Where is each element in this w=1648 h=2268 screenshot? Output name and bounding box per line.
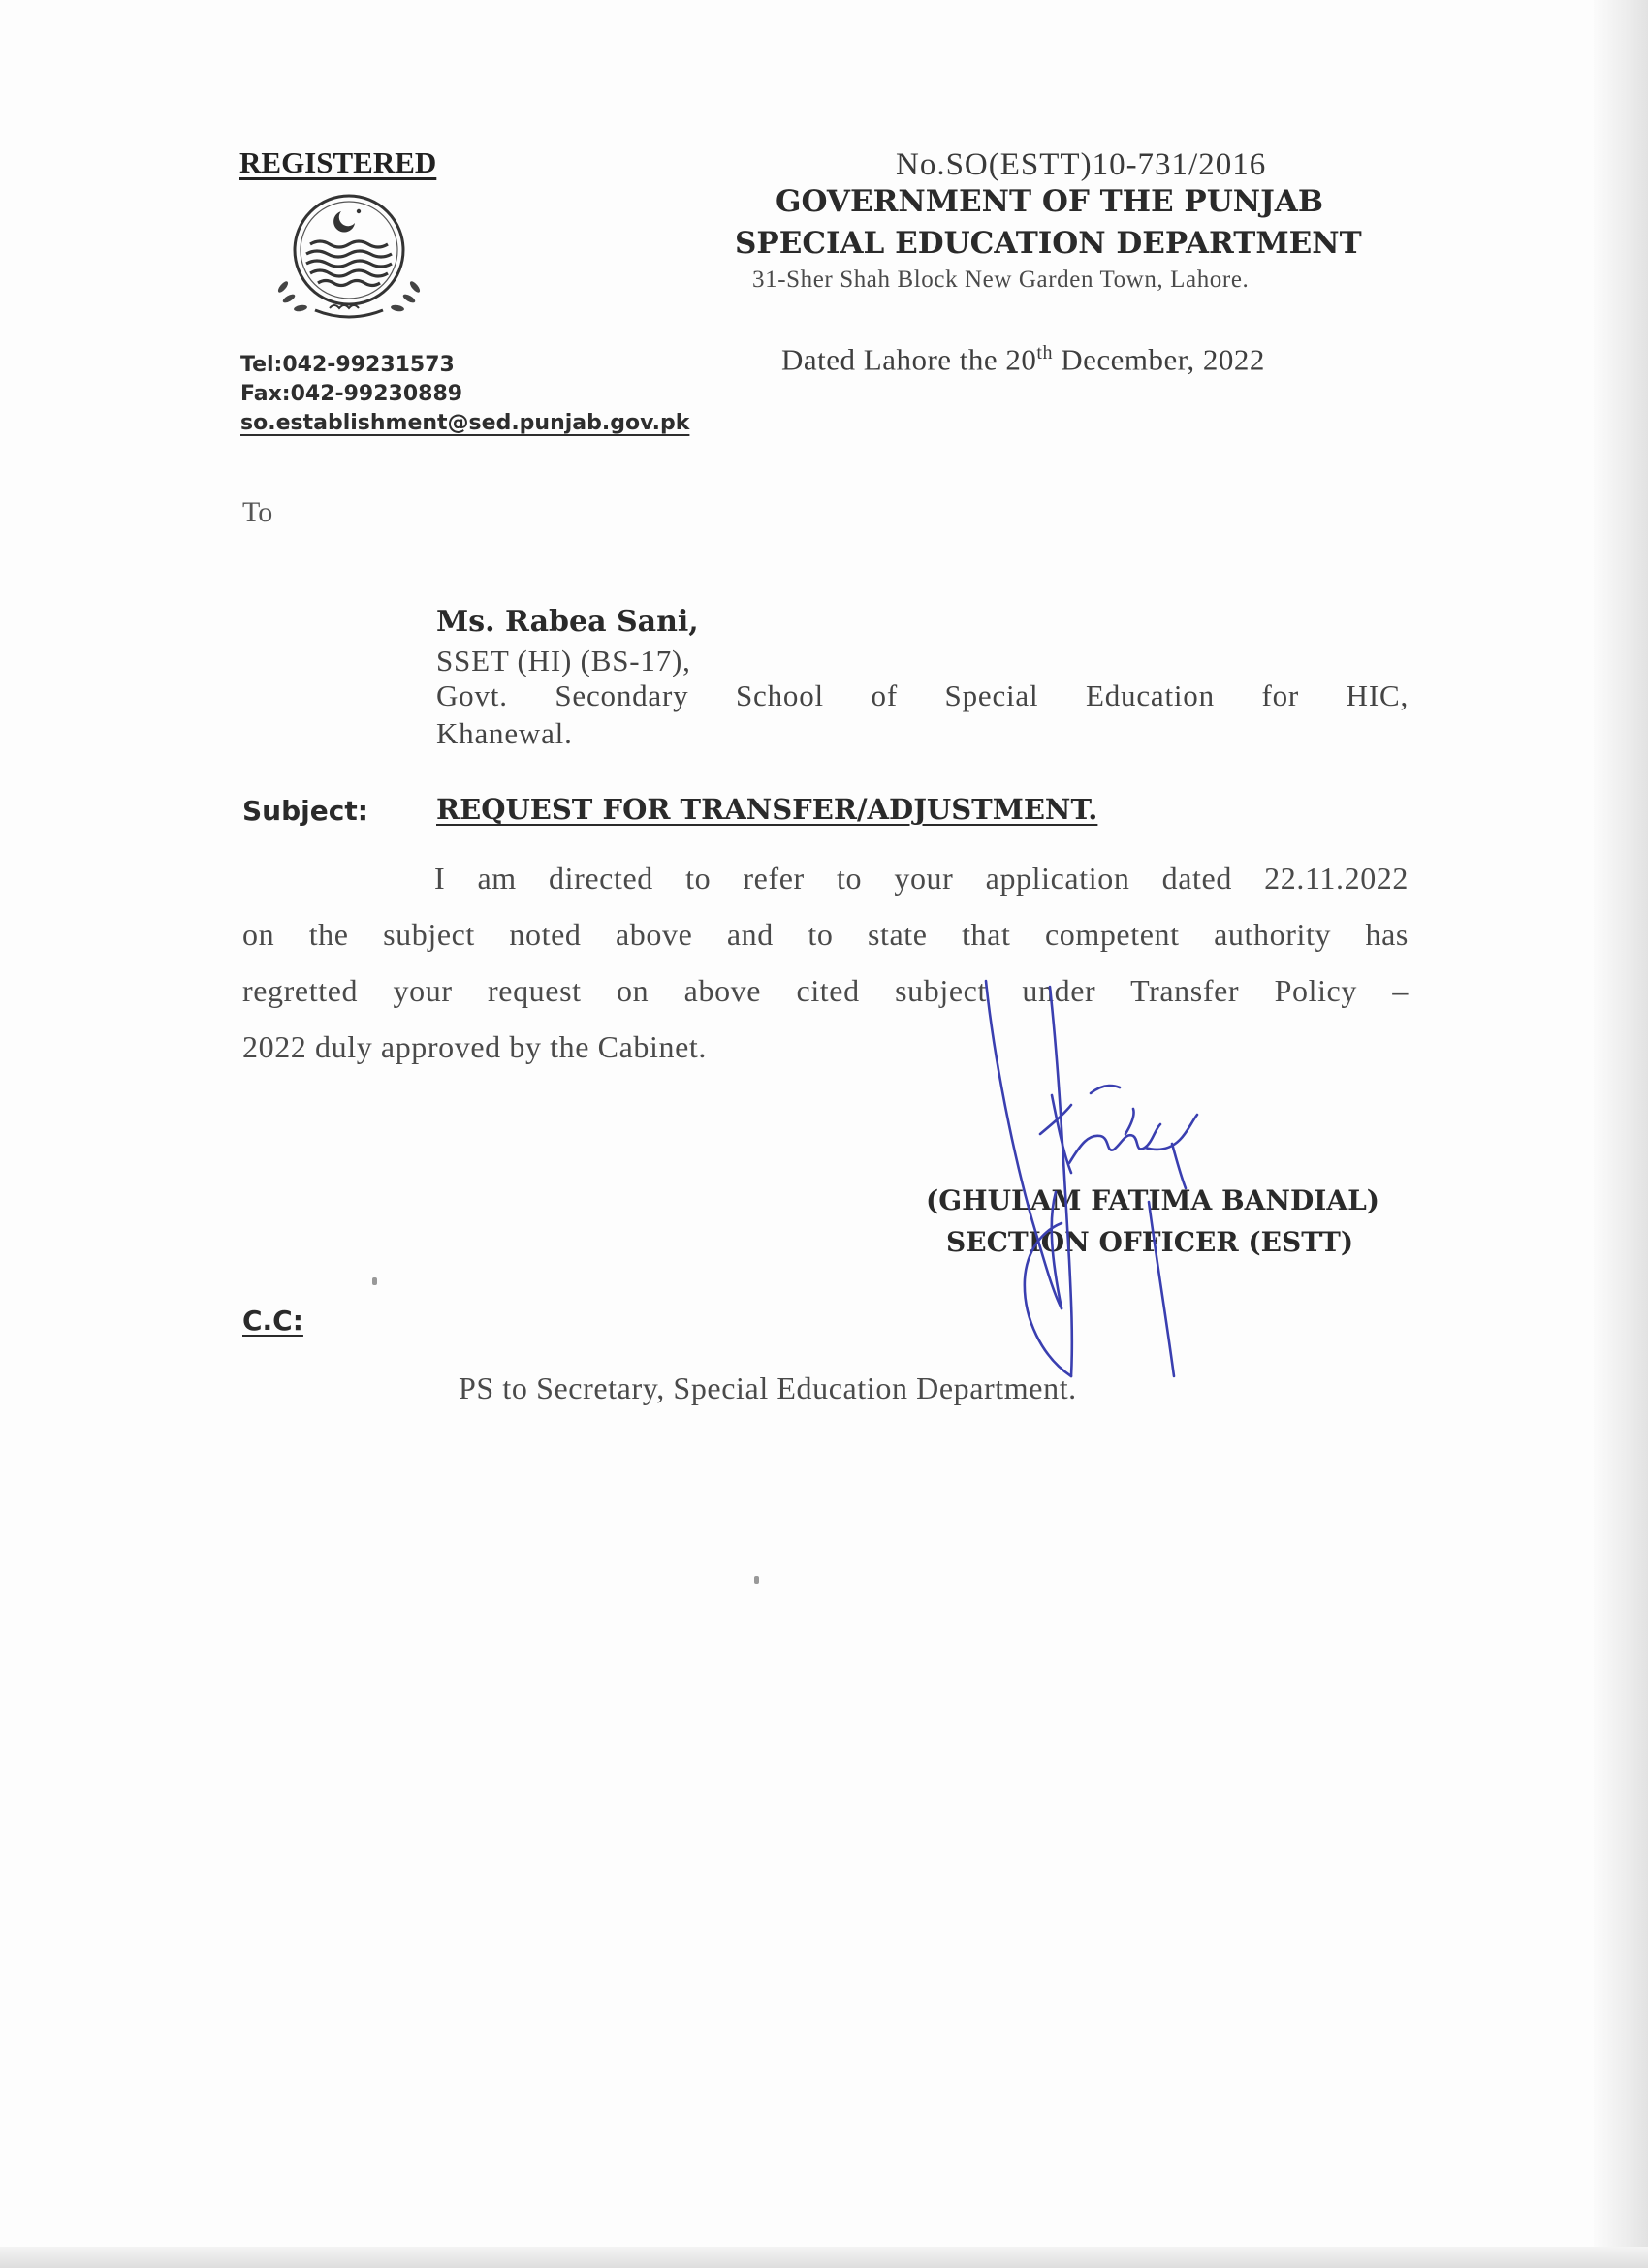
date-prefix: Dated Lahore the 20 bbox=[781, 342, 1037, 377]
cc-label: C.C: bbox=[242, 1305, 303, 1337]
reference-number: No.SO(ESTT)10-731/2016 bbox=[896, 147, 1267, 182]
addressee-school: Govt. Secondary School of Special Education for HIC, bbox=[436, 678, 1409, 712]
email-address[interactable]: so.establishment@sed.punjab.gov.pk bbox=[240, 411, 690, 435]
to-label: To bbox=[242, 496, 273, 528]
cc-recipient: PS to Secretary, Special Education Department. bbox=[459, 1370, 1077, 1405]
telephone-number: Tel:042-99231573 bbox=[240, 353, 455, 377]
punjab-emblem-icon bbox=[262, 190, 436, 326]
department-heading: SPECIAL EDUCATION DEPARTMENT bbox=[735, 226, 1362, 261]
addressee-designation: SSET (HI) (BS-17), bbox=[436, 644, 691, 677]
scan-shadow-right bbox=[1594, 0, 1648, 2268]
registered-label: REGISTERED bbox=[239, 145, 437, 179]
signatory-name: (GHULAM FATIMA BANDIAL) bbox=[926, 1184, 1380, 1216]
letter-date bbox=[781, 342, 1265, 377]
body-line-4: 2022 duly approved by the Cabinet. bbox=[242, 1029, 707, 1064]
subject-text: REQUEST FOR TRANSFER/ADJUSTMENT. bbox=[436, 793, 1098, 826]
signatory-title: SECTION OFFICER (ESTT) bbox=[946, 1226, 1354, 1258]
addressee-name: Ms. Rabea Sani, bbox=[436, 605, 699, 639]
date-suffix: December, 2022 bbox=[1052, 342, 1265, 377]
subject-label: Subject: bbox=[242, 795, 368, 827]
body-line-2: on the subject noted above and to state that competent authority has bbox=[242, 917, 1409, 952]
date-ordinal: th bbox=[1036, 342, 1053, 363]
body-line-1: I am directed to refer to your application dated 22.11.2022 bbox=[434, 861, 1409, 896]
fax-number: Fax:042-99230889 bbox=[240, 382, 463, 406]
scan-shadow-bottom bbox=[0, 2247, 1648, 2268]
body-line-3: regretted your request on above cited subject under Transfer Policy – bbox=[242, 973, 1409, 1008]
government-heading: GOVERNMENT OF THE PUNJAB bbox=[776, 184, 1324, 219]
scan-speck bbox=[372, 1277, 377, 1285]
scan-speck bbox=[754, 1576, 759, 1584]
office-address: 31-Sher Shah Block New Garden Town, Lahore. bbox=[752, 267, 1250, 293]
handwritten-signature-icon bbox=[955, 969, 1265, 1396]
addressee-city: Khanewal. bbox=[436, 716, 573, 750]
